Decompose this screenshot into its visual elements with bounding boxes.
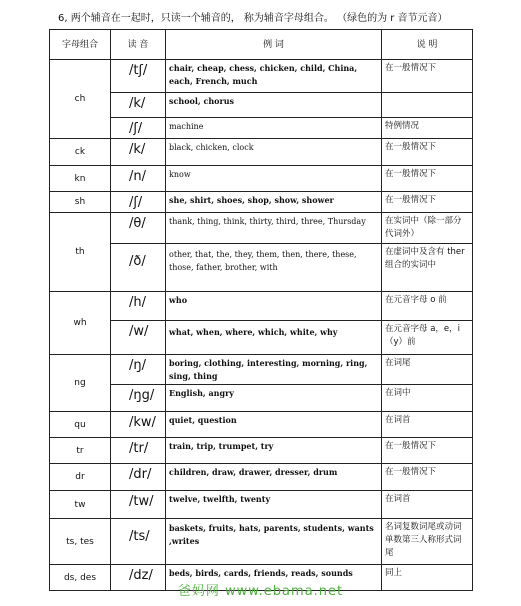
note-cell: 在词首 xyxy=(382,491,473,519)
table-row xyxy=(50,118,473,139)
combo-cell: ch xyxy=(50,60,111,139)
note-cell: 在一般情况下 xyxy=(382,139,473,166)
combo-cell: tw xyxy=(50,491,111,519)
table-row xyxy=(50,385,473,412)
header-sound: 读 音 xyxy=(111,30,166,60)
note-cell: 在一般情况下 xyxy=(382,438,473,464)
section-heading: 6, 两个辅音在一起时，只读一个辅音的， 称为辅音字母组合。 （绿色的为 r 音节元音） xyxy=(58,13,448,24)
combo-cell: qu xyxy=(50,412,111,438)
sound-cell: /ʃ/ xyxy=(111,118,166,139)
combo-cell: wh xyxy=(50,292,111,355)
note-cell: 在一般情况下 xyxy=(382,464,473,491)
note-cell: 名词复数词尾或动词单数第三人称形式词尾 xyxy=(382,519,473,565)
sound-cell: /θ/ xyxy=(111,213,166,244)
table-row xyxy=(50,292,473,321)
sound-cell: /ts/ xyxy=(111,519,166,565)
examples-cell: machine xyxy=(166,118,382,139)
table-row xyxy=(50,166,473,192)
header-examples: 例 词 xyxy=(166,30,382,60)
consonant-combination-table xyxy=(49,29,473,591)
note-cell: 在虚词中及含有 ther 组合的实词中 xyxy=(382,244,473,292)
table-row xyxy=(50,192,473,213)
examples-cell: she, shirt, shoes, shop, show, shower xyxy=(166,192,382,213)
examples-cell: beds, birds, cards, friends, reads, sounds xyxy=(166,565,382,591)
combo-cell: ng xyxy=(50,355,111,412)
combo-cell: kn xyxy=(50,166,111,192)
examples-cell: quiet, question xyxy=(166,412,382,438)
table-row xyxy=(50,213,473,244)
note-cell: 在词首 xyxy=(382,412,473,438)
table-row xyxy=(50,464,473,491)
table-row xyxy=(50,412,473,438)
examples-cell: school, chorus xyxy=(166,93,382,118)
examples-cell: who xyxy=(166,292,382,321)
combo-cell: th xyxy=(50,213,111,292)
note-cell: 在实词中（除一部分代词外） xyxy=(382,213,473,244)
examples-cell: what, when, where, which, white, why xyxy=(166,321,382,355)
table-row xyxy=(50,244,473,292)
combo-cell: dr xyxy=(50,464,111,491)
table-row xyxy=(50,519,473,565)
header-row xyxy=(50,30,473,60)
note-cell: 在一般情况下 xyxy=(382,192,473,213)
examples-cell: chair, cheap, chess, chicken, child, China, each, French, much xyxy=(166,60,382,93)
examples-cell: twelve, twelfth, twenty xyxy=(166,491,382,519)
sound-cell: /tr/ xyxy=(111,438,166,464)
table-row xyxy=(50,491,473,519)
table-row xyxy=(50,321,473,355)
sound-cell: /kw/ xyxy=(111,412,166,438)
header-note: 说 明 xyxy=(382,30,473,60)
combo-cell: ds, des xyxy=(50,565,111,591)
examples-cell: black, chicken, clock xyxy=(166,139,382,166)
header-combo: 字母组合 xyxy=(50,30,111,60)
combo-cell: ts, tes xyxy=(50,519,111,565)
examples-cell: boring, clothing, interesting, morning, ring, sing, thing xyxy=(166,355,382,385)
watermark: 爸妈网 www.ebama.net xyxy=(177,584,344,599)
table-row xyxy=(50,438,473,464)
table-row xyxy=(50,355,473,385)
note-cell xyxy=(382,93,473,118)
sound-cell: /tʃ/ xyxy=(111,60,166,93)
examples-cell: baskets, fruits, hats, parents, students, wants ,writes xyxy=(166,519,382,565)
note-cell: 在一般情况下 xyxy=(382,60,473,93)
examples-cell: other, that, the, they, them, then, there, these, those, father, brother, with xyxy=(166,244,382,292)
sound-cell: /k/ xyxy=(111,93,166,118)
note-cell: 在词中 xyxy=(382,385,473,412)
examples-cell: train, trip, trumpet, try xyxy=(166,438,382,464)
table-row xyxy=(50,60,473,93)
combo-cell: tr xyxy=(50,438,111,464)
sound-cell: /h/ xyxy=(111,292,166,321)
combo-cell: ck xyxy=(50,139,111,166)
examples-cell: English, angry xyxy=(166,385,382,412)
note-cell: 在元音字母 a，e，i（y）前 xyxy=(382,321,473,355)
sound-cell: /tw/ xyxy=(111,491,166,519)
combo-cell: sh xyxy=(50,192,111,213)
sound-cell: /k/ xyxy=(111,139,166,166)
sound-cell: /dz/ xyxy=(111,565,166,591)
sound-cell: /ŋg/ xyxy=(111,385,166,412)
sound-cell: /ŋ/ xyxy=(111,355,166,385)
sound-cell: /ð/ xyxy=(111,244,166,292)
note-cell: 在一般情况下 xyxy=(382,166,473,192)
examples-cell: children, draw, drawer, dresser, drum xyxy=(166,464,382,491)
note-cell: 同上 xyxy=(382,565,473,591)
note-cell: 特例情况 xyxy=(382,118,473,139)
examples-cell: thank, thing, think, thirty, third, three, Thursday xyxy=(166,213,382,244)
sound-cell: /w/ xyxy=(111,321,166,355)
examples-cell: know xyxy=(166,166,382,192)
sound-cell: /dr/ xyxy=(111,464,166,491)
table-row xyxy=(50,139,473,166)
sound-cell: /n/ xyxy=(111,166,166,192)
sound-cell: /ʃ/ xyxy=(111,192,166,213)
note-cell: 在词尾 xyxy=(382,355,473,385)
table-row xyxy=(50,93,473,118)
note-cell: 在元音字母 o 前 xyxy=(382,292,473,321)
